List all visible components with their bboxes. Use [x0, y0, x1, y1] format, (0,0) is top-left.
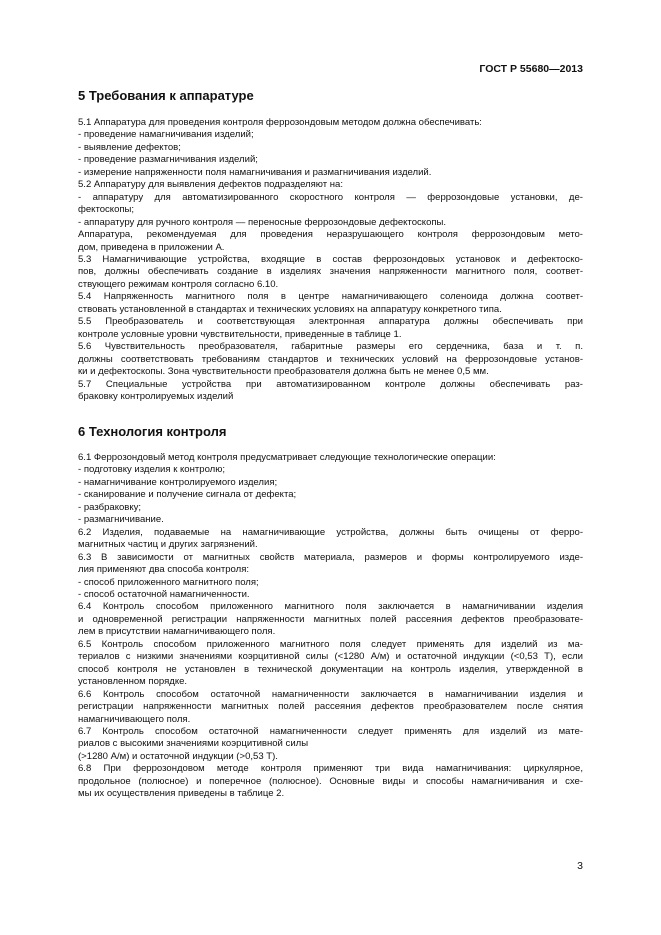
- text-line: ствовать установленной в стандартах и технических условиях на аппаратуру конкретного типа.: [78, 303, 502, 315]
- page-number: 3: [577, 860, 583, 872]
- text-line: риалов с высокими значениями коэрцитивной силы: [78, 738, 309, 750]
- text-line: 5.4 Напряженность магнитного поля в центре намагничивающего соленоида должна соответ-: [78, 291, 583, 303]
- text-line: пов, должны обеспечивать создание в изделиях значения напряженности магнитного поля, соответ-: [78, 266, 583, 278]
- text-line: ки и дефектоскопы. Зона чувствительности преобразователя должна быть не менее 0,5 мм.: [78, 366, 489, 378]
- text-line: - выявление дефектов;: [78, 141, 181, 153]
- text-line: лем в присутствии намагничивающего поля.: [78, 626, 276, 638]
- text-line: установленном порядке.: [78, 676, 188, 688]
- text-line: 6.3 В зависимости от магнитных свойств материала, размеров и формы контролируемого изде-: [78, 551, 583, 563]
- text-line: - способ приложенного магнитного поля;: [78, 576, 259, 588]
- text-line: мы их осуществления приведены в таблице 2.: [78, 788, 285, 800]
- text-line: 6.4 Контроль способом приложенного магнитного поля заключается в намагничивании изделия: [78, 601, 583, 613]
- text-line: регистрации напряженности магнитных полей рассеяния дефектов преобразователем после снятия: [78, 701, 583, 713]
- text-line: - подготовку изделия к контролю;: [78, 464, 226, 476]
- text-line: контроле условные уровни чувствительности, приведенные в таблице 1.: [78, 328, 402, 340]
- text-line: дом, приведена в приложении А.: [78, 241, 225, 253]
- text-line: 6.2 Изделия, подаваемые на намагничивающие устройства, должны быть очищены от ферро-: [78, 526, 583, 538]
- section-5-body: [78, 117, 583, 403]
- section-heading-6: 6 Технология контроля: [78, 424, 227, 439]
- text-line: - проведение намагничивания изделий;: [78, 129, 254, 141]
- text-line: 5.1 Аппаратура для проведения контроля феррозондовым методом должна обеспечивать:: [78, 117, 482, 128]
- text-line: должны соответствовать требованиям стандартов и технических условий на феррозондовые установ-: [78, 353, 583, 365]
- text-line: - намагничивание контролируемого изделия;: [78, 476, 278, 488]
- text-line: 5.3 Намагничивающие устройства, входящие в состав феррозондовых установок и дефектоско-: [78, 253, 583, 265]
- text-line: - аппаратуру для автоматизированного скоростного контроля — феррозондовые установки, де-: [78, 191, 583, 203]
- text-line: 6.1 Феррозондовый метод контроля предусматривает следующие технологические операции:: [78, 452, 496, 463]
- text-line: - аппаратуру для ручного контроля — переносные феррозондовые дефектоскопы.: [78, 216, 447, 228]
- text-line: 5.5 Преобразователь и соответствующая электронная аппаратура должны обеспечивать при: [78, 316, 583, 328]
- text-line: - разбраковку;: [78, 501, 142, 513]
- text-line: браковку контролируемых изделий: [78, 390, 234, 402]
- standard-number: ГОСТ Р 55680—2013: [479, 63, 583, 75]
- text-line: способ контроля не установлен в технической документации на контроль изделия, утвержденной в: [78, 663, 583, 675]
- text-line: 5.2 Аппаратуру для выявления дефектов подразделяют на:: [78, 179, 344, 191]
- text-line: 6.5 Контроль способом приложенного магнитного поля следует применять для изделий из ма-: [78, 638, 583, 650]
- text-line: продольное (полюсное) и поперечное (полюсное). Основные виды и способы намагничивания и схе-: [78, 775, 583, 787]
- text-line: - размагничивание.: [78, 514, 164, 526]
- text-line: фектоскопы;: [78, 204, 135, 216]
- text-line: и одновременной регистрации напряженности магнитных полей рассеяния дефектов преобразовате-: [78, 613, 583, 625]
- text-line: Аппаратура, рекомендуемая для проведения неразрушающего контроля феррозондовым мето-: [78, 229, 583, 241]
- section-heading-5: 5 Требования к аппаратуре: [78, 88, 254, 103]
- text-line: (>1280 А/м) и остаточной индукции (>0,53 Т).: [78, 750, 278, 762]
- section-6-body: [78, 452, 583, 801]
- text-line: - сканирование и получение сигнала от дефекта;: [78, 489, 297, 501]
- text-line: ствующего режимам контроля согласно 6.10.: [78, 278, 279, 290]
- text-line: намагничивающего поля.: [78, 713, 191, 725]
- text-line: териалов с низкими значениями коэрцитивной силы (<1280 А/м) и остаточной индукции (<0,53 Т), если: [78, 651, 583, 663]
- text-line: 6.7 Контроль способом остаточной намагниченности следует применять для изделий из мате-: [78, 725, 583, 737]
- text-line: 5.7 Специальные устройства при автоматизированном контроле должны обеспечивать раз-: [78, 378, 583, 390]
- text-line: - измерение напряженности поля намагничивания и размагничивания изделий.: [78, 166, 432, 178]
- text-line: лия применяют два способа контроля:: [78, 564, 250, 576]
- text-line: 6.8 При феррозондовом методе контроля применяют три вида намагничивания: циркулярное,: [78, 763, 583, 775]
- text-line: магнитных частиц и других загрязнений.: [78, 539, 258, 551]
- text-line: 6.6 Контроль способом остаточной намагниченности заключается в намагничивании изделия и: [78, 688, 583, 700]
- text-line: - способ остаточной намагниченности.: [78, 588, 250, 600]
- text-line: - проведение размагничивания изделий;: [78, 154, 258, 166]
- text-line: 5.6 Чувствительность преобразователя, габаритные размеры его сердечника, база и т. п.: [78, 341, 583, 353]
